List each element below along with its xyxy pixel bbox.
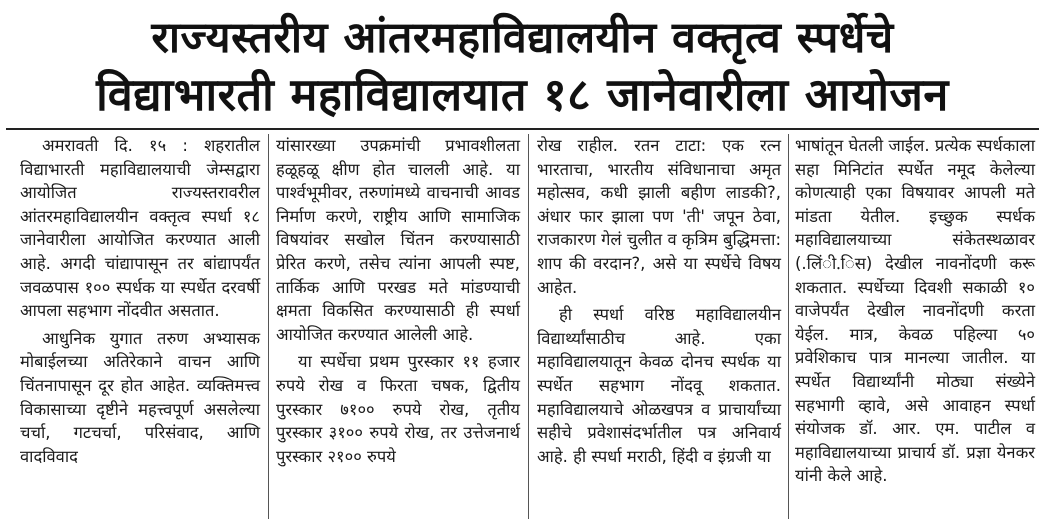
headline-line-2: विद्याभारती महाविद्यालयात १८ जानेवारीला आयोजन [96,68,949,121]
column-2-paragraph-2: या स्पर्धेचा प्रथम पुरस्कार ११ हजार रुपये रोख व फिरता चषक, द्वितीय पुरस्कार ७१०० रुपये रोख, तृतीय पुरस्कार ३१०० रुपये रोख, तर उत्तेजनार्थ पुरस्कार २१०० रुपये [276,352,520,466]
article-column-2 [276,134,520,468]
article-column-3 [537,134,781,468]
column-divider [788,134,789,519]
column-2-paragraph-1: यांसारख्या उपक्रमांची प्रभावशीलता हळूहळू क्षीण होत चालली आहे. या पार्श्वभूमीवर, तरुणांमध्ये वाचनाची आवड निर्माण करणे, राष्ट्रीय आणि सामाजिक विषयांवर सखोल चिंतन करण्यासाठी प्रेरित करणे, तसेच त्यांना आपली स्पष्ट, तार्किक आणि परखड मते मांडण्याची क्षमता विकसित करण्यासाठी ही स्पर्धा आयोजित करण्यात आलेली आहे. [276,136,520,344]
column-1-paragraph-2: आधुनिक युगात तरुण अभ्यासक मोबाईलच्या अतिरेकाने वाचन आणि चिंतनापासून दूर होत आहेत. व्यक्तिमत्त्व विकासाच्या दृष्टीने महत्त्वपूर्ण असलेल्या चर्चा, गटचर्चा, परिसंवाद, आणि वादविवाद [20,328,260,466]
column-1-paragraph-1: अमरावती दि. १५ : शहरातील विद्याभारती महाविद्यालयाची जेम्सद्वारा आयोजित राज्यस्तरावरील आंतरमहाविद्यालयीन वक्तृत्व स्पर्धा १८ जानेवारीला आयोजित करण्यात आली आहे. अगदी चांद्यापासून तर बांद्यापर्यंत जवळपास १०० स्पर्धक या स्पर्धेत दरवर्षी आपला सहभाग नोंदवीत असतात. [20,136,260,321]
headline-rule [6,128,1039,130]
article-column-1 [20,134,260,468]
column-3-paragraph-2: ही स्पर्धा वरिष्ठ महाविद्यालयीन विद्यार्थ्यांसाठीच आहे. एका महाविद्यालयातून केवळ दोनच स्पर्धक या स्पर्धेत सहभाग नोंदवू शकतात. महाविद्यालयाचे ओळखपत्र व प्राचार्यांच्या सहीचे प्रवेशासंदर्भातील पत्र अनिवार्य आहे. ही स्पर्धा मराठी, हिंदी व इंग्रजी या [537,305,781,466]
article-column-4 [795,134,1035,488]
headline-line-1: राज्यस्तरीय आंतरमहाविद्यालयीन वक्तृत्व स्पर्धेचे [151,13,894,63]
column-3-paragraph-1: रोख राहील. रतन टाटा: एक रत्न भारताचा, भारतीय संविधानाचा अमृत महोत्सव, कधी झाली बहीण लाडकी?, अंधार फार झाला पण 'ती' जपून ठेवा, राजकारण गेलं चुलीत व कृत्रिम बुद्धिमत्ता: शाप की वरदान?, असे या स्पर्धेचे विषय आहेत. [537,136,782,297]
column-divider [268,134,269,519]
column-4-paragraph-1: भाषांतून घेतली जाईल. प्रत्येक स्पर्धकाला सहा मिनिटांत स्पर्धेत नमूद केलेल्या कोणत्याही एका विषयावर आपली मते मांडता येतील. इच्छुक स्पर्धक महाविद्यालयाच्या संकेतस्थळावर (.लिंी.िस) देखील नावनोंदणी करू शकतात. स्पर्धेच्या दिवशी सकाळी १० वाजेपर्यंत देखील नावनोंदणी करता येईल. मात्र, केवळ पहिल्या ५० प्रवेशिकाच पात्र मानल्या जातील. या स्पर्धेत विद्यार्थ्यांनी मोठ्या संख्येने सहभागी व्हावे, असे आवाहन स्पर्धा संयोजक डॉ. आर. एम. पाटील व महाविद्यालयाच्या प्राचार्य डॉ. प्रज्ञा येनकर यांनी केले आहे. [795,136,1035,486]
column-divider [528,134,529,519]
